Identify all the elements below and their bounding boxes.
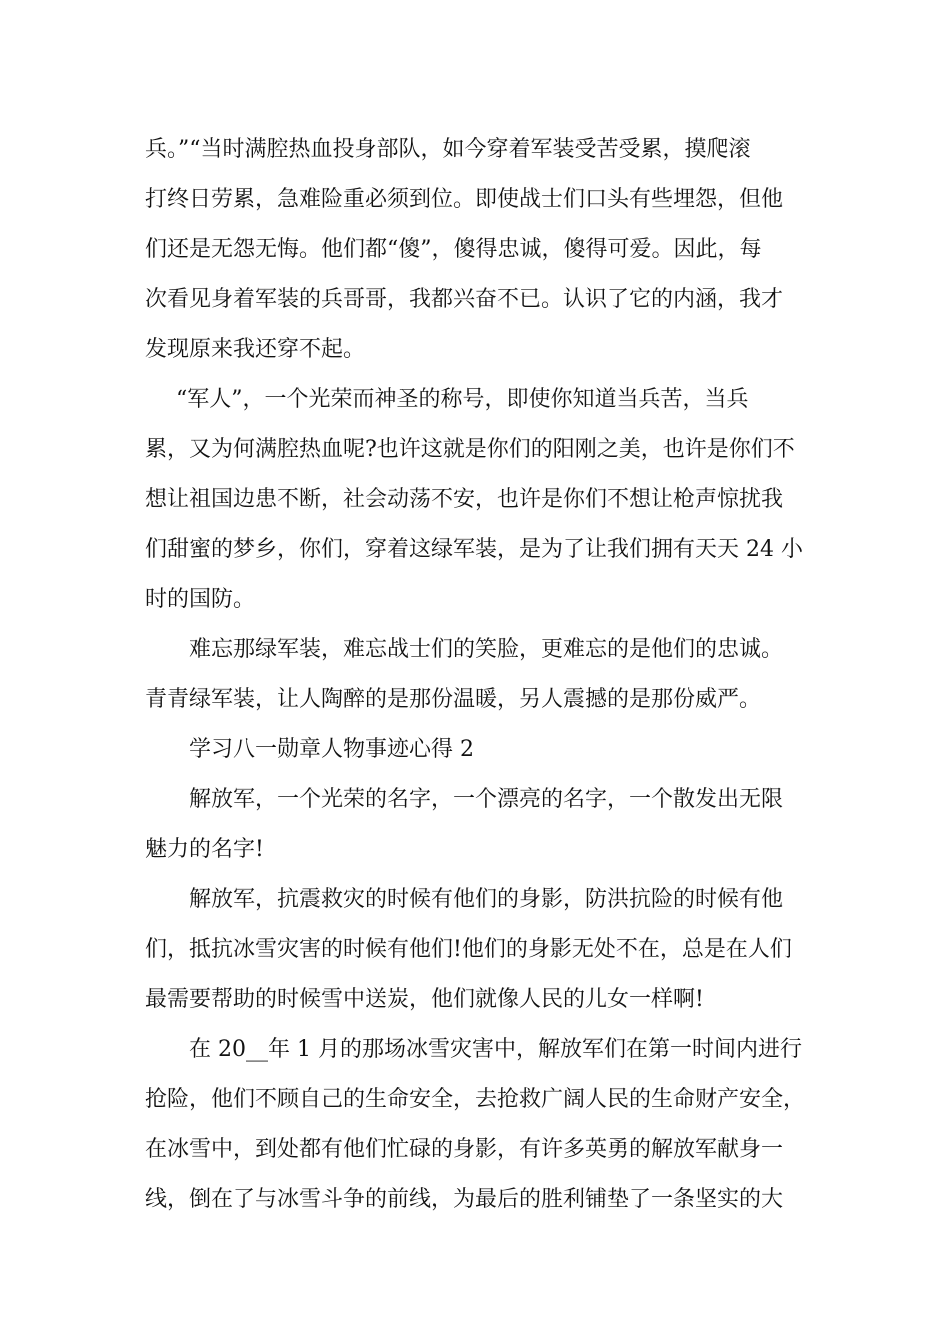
- text-line: 想让祖国边患不断，社会动荡不安，也许是你们不想让枪声惊扰我: [145, 487, 784, 512]
- text-line: 兵。”“当时满腔热血投身部队，如今穿着军装受苦受累，摸爬滚: [145, 137, 751, 162]
- text-line: 抢险，他们不顾自己的生命安全，去抢救广阔人民的生命财产安全，: [145, 1087, 806, 1112]
- text-line: 时的国防。: [145, 587, 256, 612]
- section-heading: 学习八一勋章人物事迹心得 2: [189, 737, 474, 762]
- text-line: 们甜蜜的梦乡，你们，穿着这绿军装，是为了让我们拥有天天 24 小: [145, 537, 803, 562]
- text-line: 们，抵抗冰雪灾害的时候有他们!他们的身影无处不在，总是在人们: [145, 937, 792, 962]
- text-line: 难忘那绿军装，难忘战士们的笑脸，更难忘的是他们的忠诚。: [189, 637, 784, 662]
- text-line: 最需要帮助的时候雪中送炭，他们就像人民的儿女一样啊!: [145, 987, 704, 1012]
- text-line: 魅力的名字!: [145, 837, 264, 862]
- text-line: 青青绿军装，让人陶醉的是那份温暖，另人震撼的是那份威严。: [145, 687, 762, 712]
- text-line: 打终日劳累，急难险重必须到位。即使战士们口头有些埋怨，但他: [145, 187, 784, 212]
- text-line: 解放军，一个光荣的名字，一个漂亮的名字，一个散发出无限: [189, 787, 784, 812]
- text-line: 次看见身着军装的兵哥哥，我都兴奋不已。认识了它的内涵，我才: [145, 287, 784, 312]
- text-line: 发现原来我还穿不起。: [145, 337, 366, 362]
- text-line: 解放军，抗震救灾的时候有他们的身影，防洪抗险的时候有他: [189, 887, 784, 912]
- text-line: “军人”，一个光荣而神圣的称号，即使你知道当兵苦，当兵: [176, 387, 749, 412]
- text-line: 们还是无怨无悔。他们都“傻”，傻得忠诚，傻得可爱。因此，每: [145, 237, 762, 262]
- text-line: 累，又为何满腔热血呢?也许这就是你们的阳刚之美，也许是你们不: [145, 437, 795, 462]
- text-line: 在 20__年 1 月的那场冰雪灾害中，解放军们在第一时间内进行: [189, 1037, 802, 1062]
- text-line: 在冰雪中，到处都有他们忙碌的身影，有许多英勇的解放军献身一: [145, 1137, 784, 1162]
- text-line: 线，倒在了与冰雪斗争的前线，为最后的胜利铺垫了一条坚实的大: [145, 1187, 784, 1212]
